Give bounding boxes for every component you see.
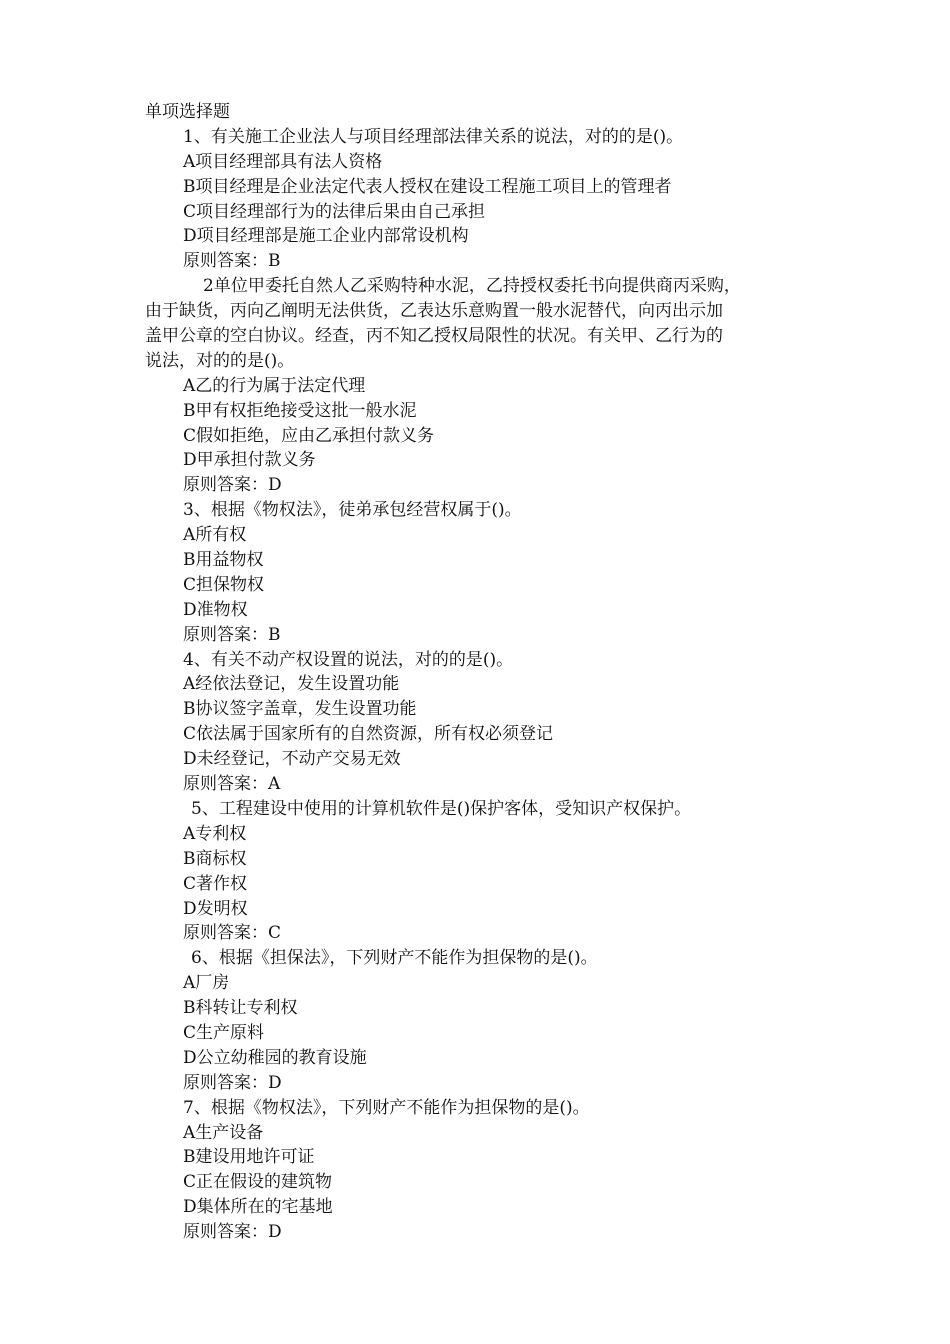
question-4-option-d: D未经登记，不动产交易无效: [183, 749, 401, 770]
question-3-option-a: A所有权: [183, 525, 247, 546]
question-5-answer: 原则答案：C: [183, 923, 282, 944]
question-2-stem-line-2: 由于缺货，丙向乙阐明无法供货，乙表达乐意购置一般水泥替代，向丙出示加: [145, 301, 723, 322]
question-6-answer: 原则答案：D: [183, 1072, 282, 1093]
question-2-option-a: A乙的行为属于法定代理: [183, 375, 366, 396]
question-6-stem: 6、根据《担保法》，下列财产不能作为担保物的是()。: [191, 948, 598, 969]
question-4-answer: 原则答案：A: [183, 774, 281, 795]
question-4-option-a: A经依法登记，发生设置功能: [183, 674, 400, 695]
question-5-option-c: C著作权: [183, 873, 248, 894]
question-4-stem: 4、有关不动产权设置的说法，对的的是()。: [183, 649, 514, 670]
question-7-option-b: B建设用地许可证: [183, 1147, 315, 1168]
question-1-stem: 1、有关施工企业法人与项目经理部法律关系的说法，对的的是()。: [183, 126, 684, 147]
question-6-option-c: C生产原料: [183, 1022, 265, 1043]
question-4-option-b: B协议签字盖章，发生设置功能: [183, 699, 417, 720]
question-7-option-c: C正在假设的建筑物: [183, 1172, 333, 1193]
question-3-answer: 原则答案：B: [183, 624, 281, 645]
question-7-answer: 原则答案：D: [183, 1222, 282, 1243]
question-1-option-d: D项目经理部是施工企业内部常设机构: [183, 226, 469, 247]
section-title: 单项选择题: [145, 102, 230, 122]
question-3-option-b: B用益物权: [183, 550, 264, 571]
question-2-option-c: C假如拒绝，应由乙承担付款义务: [183, 425, 435, 446]
question-1-option-a: A项目经理部具有法人资格: [183, 151, 383, 172]
question-3-stem: 3、根据《物权法》，徒弟承包经营权属于()。: [183, 500, 522, 521]
question-7-stem: 7、根据《物权法》，下列财产不能作为担保物的是()。: [183, 1097, 590, 1118]
question-2-stem-line-3: 盖甲公章的空白协议。经查，丙不知乙授权局限性的状况。有关甲、乙行为的: [145, 326, 723, 347]
question-5-option-a: A专利权: [183, 823, 247, 844]
question-5-option-b: B商标权: [183, 848, 247, 869]
question-4-option-c: C依法属于国家所有的自然资源，所有权必须登记: [183, 724, 554, 745]
question-1-option-c: C项目经理部行为的法律后果由自己承担: [183, 201, 486, 222]
question-6-option-d: D公立幼稚园的教育设施: [183, 1047, 367, 1068]
question-5-option-d: D发明权: [183, 898, 248, 919]
question-2-stem-line-1: 2单位甲委托自然人乙采购特种水泥，乙持授权委托书向提供商丙采购，: [203, 276, 741, 297]
question-2-option-d: D甲承担付款义务: [183, 450, 316, 471]
question-2-option-b: B甲有权拒绝接受这批一般水泥: [183, 400, 417, 421]
question-6-option-b: B科转让专利权: [183, 998, 298, 1019]
question-1-answer: 原则答案：B: [183, 251, 281, 272]
question-3-option-c: C担保物权: [183, 574, 265, 595]
question-2-stem-line-4: 说法，对的的是()。: [145, 350, 295, 371]
question-2-answer: 原则答案：D: [183, 475, 282, 496]
question-3-option-d: D准物权: [183, 599, 248, 620]
question-5-stem: 5、工程建设中使用的计算机软件是()保护客体，受知识产权保护。: [191, 798, 692, 819]
question-7-option-a: A生产设备: [183, 1122, 264, 1143]
document-body: [145, 100, 805, 1245]
question-6-option-a: A厂房: [183, 973, 230, 994]
question-7-option-d: D集体所在的宅基地: [183, 1197, 333, 1218]
question-1-option-b: B项目经理是企业法定代表人授权在建设工程施工项目上的管理者: [183, 176, 672, 197]
